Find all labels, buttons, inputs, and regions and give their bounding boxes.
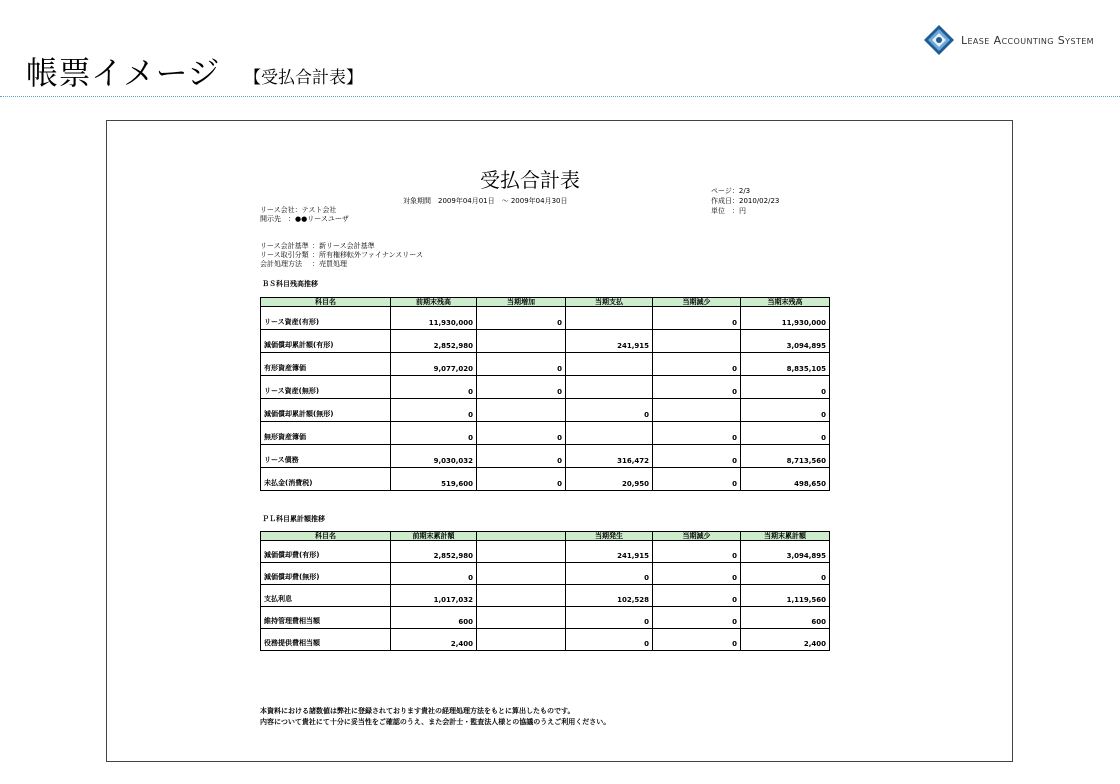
cell-value: 0 xyxy=(566,629,653,651)
account-name: 減価償却費(有形) xyxy=(261,541,391,563)
cell-value: 0 xyxy=(653,422,741,445)
cell-value xyxy=(653,399,741,422)
account-name: 役務提供費相当額 xyxy=(261,629,391,651)
cell-value: 11,930,000 xyxy=(741,307,830,330)
cell-value: 0 xyxy=(653,376,741,399)
diamond-logo-icon xyxy=(923,24,955,56)
table-row xyxy=(261,330,830,353)
disclosure-target: 開示先 ：●●リースユーザ xyxy=(260,215,349,223)
cell-value: 9,077,020 xyxy=(391,353,477,376)
bs-balance-table xyxy=(260,297,830,491)
disclaimer-line: 本資料における諸数値は弊社に登録されております貴社の経理処理方法をもとに算出したものです。 xyxy=(260,707,575,715)
cell-value: 0 xyxy=(653,445,741,468)
page-number: ページ：2/3 xyxy=(711,187,751,195)
cell-value: 0 xyxy=(566,563,653,585)
report-title: 受払合計表 xyxy=(480,168,580,192)
cell-value: 0 xyxy=(653,307,741,330)
column-header: 当期減少 xyxy=(653,532,741,541)
cell-value: 0 xyxy=(741,399,830,422)
account-name: リース資産(有形) xyxy=(261,307,391,330)
cell-value: 20,950 xyxy=(566,468,653,491)
cell-value: 3,094,895 xyxy=(741,541,830,563)
account-name: 無形資産簿価 xyxy=(261,422,391,445)
table-row xyxy=(261,376,830,399)
table-row xyxy=(261,607,830,629)
cell-value: 0 xyxy=(477,307,566,330)
table-row xyxy=(261,353,830,376)
column-header xyxy=(477,532,566,541)
cell-value: 0 xyxy=(391,422,477,445)
table-row xyxy=(261,468,830,491)
account-name: リース資産(無形) xyxy=(261,376,391,399)
account-name: 未払金(消費税) xyxy=(261,468,391,491)
brand-name: Lease Accounting System xyxy=(960,33,1094,47)
account-name: 支払利息 xyxy=(261,585,391,607)
slide-title: 帳票イメージ xyxy=(26,54,221,92)
cell-value: 0 xyxy=(566,399,653,422)
table-row xyxy=(261,585,830,607)
method-value: ：売買処理 xyxy=(312,260,347,268)
cell-value: 0 xyxy=(653,468,741,491)
account-name: リース債務 xyxy=(261,445,391,468)
cell-value: 316,472 xyxy=(566,445,653,468)
cell-value: 1,017,032 xyxy=(391,585,477,607)
column-header: 当期末累計額 xyxy=(741,532,830,541)
column-header: 当期末残高 xyxy=(741,298,830,307)
column-header: 科目名 xyxy=(261,298,391,307)
table-header-row xyxy=(261,298,830,307)
column-header: 前期末累計額 xyxy=(391,532,477,541)
table-row xyxy=(261,563,830,585)
account-name: 減価償却費(無形) xyxy=(261,563,391,585)
cell-value xyxy=(477,541,566,563)
method-value: ：新リース会計基準 xyxy=(312,242,375,250)
method-row xyxy=(260,251,423,260)
cell-value: 0 xyxy=(477,422,566,445)
method-row xyxy=(260,260,423,269)
cell-value: 0 xyxy=(391,376,477,399)
cell-value: 600 xyxy=(741,607,830,629)
bs-section-label: ＢＳ科目残高推移 xyxy=(262,280,318,288)
method-value: ：所有権移転外ファイナンスリース xyxy=(312,251,423,259)
cell-value: 0 xyxy=(653,541,741,563)
cell-value: 0 xyxy=(391,563,477,585)
cell-value: 0 xyxy=(653,353,741,376)
cell-value: 0 xyxy=(477,445,566,468)
cell-value: 0 xyxy=(741,422,830,445)
cell-value: 600 xyxy=(391,607,477,629)
cell-value xyxy=(566,422,653,445)
cell-value xyxy=(566,307,653,330)
table-header-row xyxy=(261,532,830,541)
cell-value xyxy=(477,629,566,651)
cell-value: 1,119,560 xyxy=(741,585,830,607)
cell-value xyxy=(477,607,566,629)
cell-value: 0 xyxy=(477,376,566,399)
disclaimer-note xyxy=(260,706,610,728)
column-header: 前期末残高 xyxy=(391,298,477,307)
cell-value: 8,835,105 xyxy=(741,353,830,376)
cell-value: 0 xyxy=(741,563,830,585)
cell-value: 2,400 xyxy=(741,629,830,651)
table-row xyxy=(261,422,830,445)
cell-value: 102,528 xyxy=(566,585,653,607)
cell-value: 2,852,980 xyxy=(391,541,477,563)
cell-value: 9,030,032 xyxy=(391,445,477,468)
column-header: 当期増加 xyxy=(477,298,566,307)
cell-value: 519,600 xyxy=(391,468,477,491)
cell-value: 0 xyxy=(477,468,566,491)
column-header: 当期減少 xyxy=(653,298,741,307)
cell-value xyxy=(653,330,741,353)
pl-cumulative-table xyxy=(260,531,830,651)
cell-value: 0 xyxy=(653,563,741,585)
account-name: 有形資産簿価 xyxy=(261,353,391,376)
pl-section-label: ＰＬ科目累計額推移 xyxy=(262,515,325,523)
cell-value: 0 xyxy=(741,376,830,399)
cell-value: 0 xyxy=(653,607,741,629)
cell-value: 8,713,560 xyxy=(741,445,830,468)
cell-value: 2,400 xyxy=(391,629,477,651)
disclaimer-line: 内容について貴社にて十分に妥当性をご確認のうえ、また会計士・監査法人様との協議のうえご利用ください。 xyxy=(260,718,611,726)
cell-value: 241,915 xyxy=(566,541,653,563)
cell-value: 0 xyxy=(391,399,477,422)
table-row xyxy=(261,307,830,330)
cell-value xyxy=(566,376,653,399)
column-header: 当期支払 xyxy=(566,298,653,307)
cell-value: 11,930,000 xyxy=(391,307,477,330)
cell-value xyxy=(477,585,566,607)
report-period: 対象期間 2009年04月01日 ～ 2009年04月30日 xyxy=(403,197,568,205)
cell-value: 2,852,980 xyxy=(391,330,477,353)
column-header: 科目名 xyxy=(261,532,391,541)
header-divider xyxy=(0,96,1120,97)
cell-value: 3,094,895 xyxy=(741,330,830,353)
created-date: 作成日：2010/02/23 xyxy=(711,197,780,205)
cell-value: 0 xyxy=(653,629,741,651)
account-name: 維持管理費相当額 xyxy=(261,607,391,629)
cell-value: 0 xyxy=(477,353,566,376)
accounting-methods xyxy=(260,242,423,269)
cell-value: 498,650 xyxy=(741,468,830,491)
report-meta xyxy=(711,186,779,216)
company-block xyxy=(260,206,349,224)
slide-subtitle: 【受払合計表】 xyxy=(244,68,363,88)
table-row xyxy=(261,541,830,563)
cell-value: 241,915 xyxy=(566,330,653,353)
method-key: 会計処理方法 xyxy=(260,260,302,268)
cell-value: 0 xyxy=(566,607,653,629)
unit-label: 単位 ：円 xyxy=(711,207,746,215)
account-name: 減価償却累計額(無形) xyxy=(261,399,391,422)
cell-value xyxy=(477,563,566,585)
cell-value: 0 xyxy=(653,585,741,607)
method-key: リース会計基準 xyxy=(260,242,309,250)
method-key: リース取引分類 xyxy=(260,251,309,259)
column-header: 当期発生 xyxy=(566,532,653,541)
table-row xyxy=(261,399,830,422)
cell-value xyxy=(566,353,653,376)
lessor-company: リース会社：テスト会社 xyxy=(260,206,337,214)
cell-value xyxy=(477,330,566,353)
table-row xyxy=(261,629,830,651)
cell-value xyxy=(477,399,566,422)
brand-logo xyxy=(923,24,1094,56)
account-name: 減価償却累計額(有形) xyxy=(261,330,391,353)
method-row xyxy=(260,242,423,251)
table-row xyxy=(261,445,830,468)
